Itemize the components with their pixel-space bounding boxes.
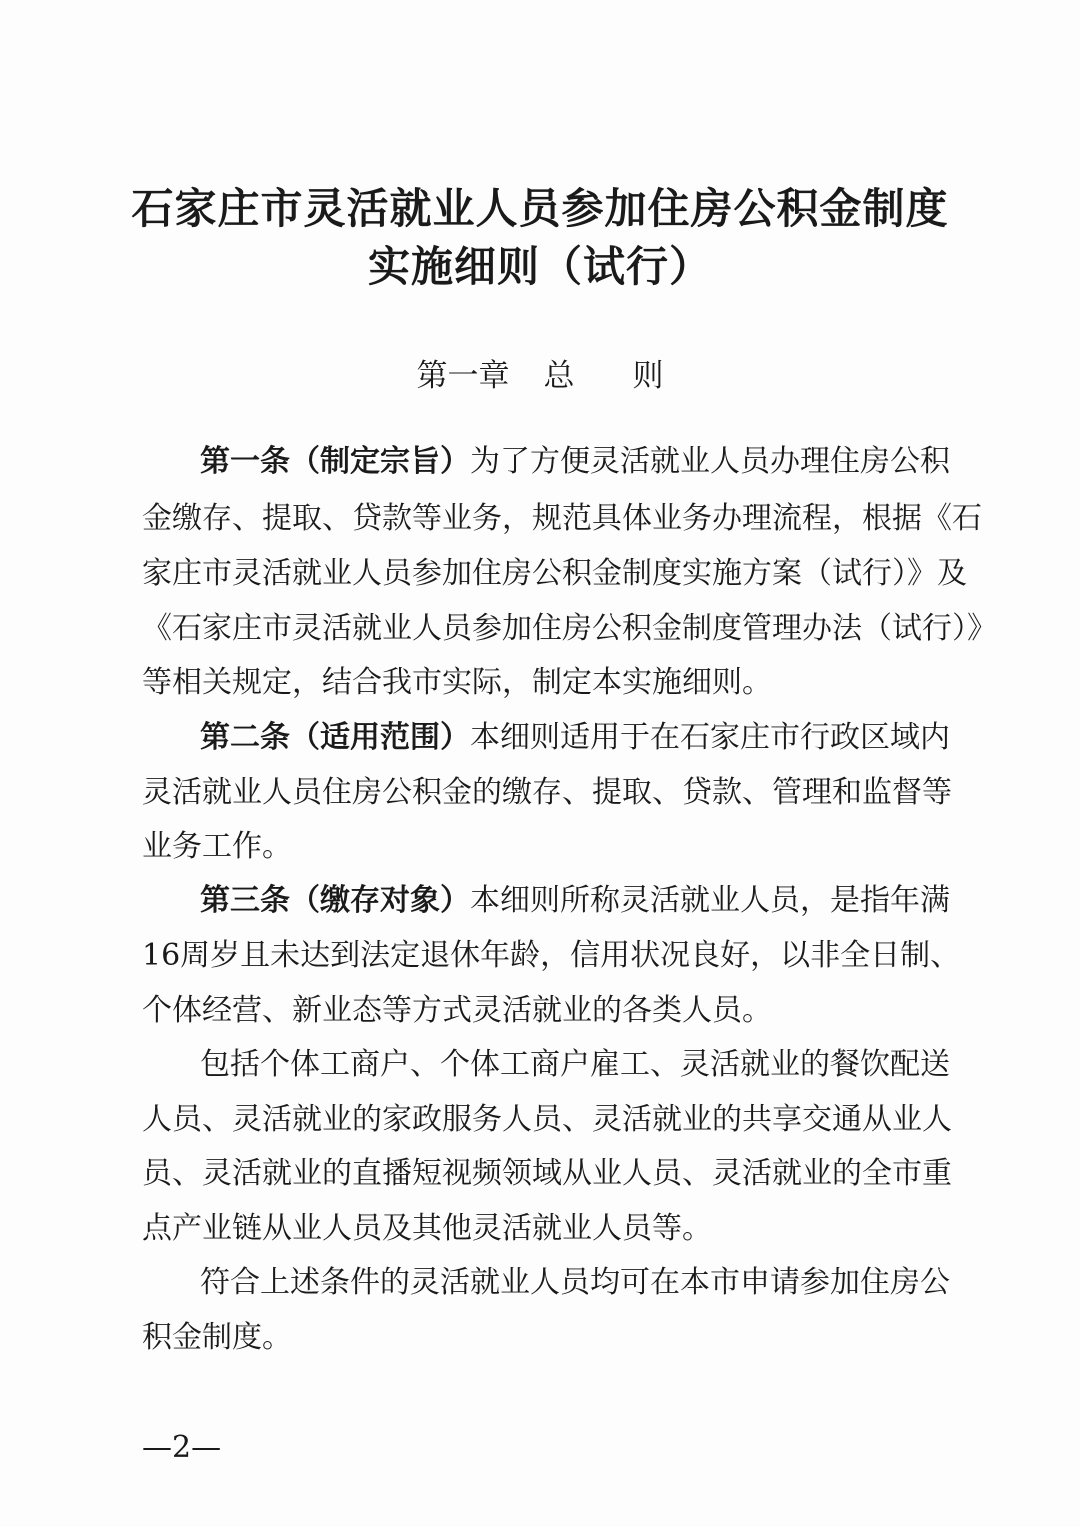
includes-line-3: 员、灵活就业的直播短视频领域从业人员、灵活就业的全市重	[142, 1156, 952, 1191]
article-2-line-3: 业务工作。	[142, 829, 292, 864]
article-2-line-2: 灵活就业人员住房公积金的缴存、提取、贷款、管理和监督等	[142, 775, 952, 810]
includes-line-1: 包括个体工商户、个体工商户雇工、灵活就业的餐饮配送	[200, 1047, 950, 1082]
article-1-line-5: 等相关规定，结合我市实际，制定本实施细则。	[142, 665, 772, 700]
article-3-line-3: 个体经营、新业态等方式灵活就业的各类人员。	[142, 993, 772, 1028]
article-2-heading: 第二条（适用范围）	[200, 720, 470, 755]
article-3-text-1: 本细则所称灵活就业人员，是指年满	[470, 883, 950, 918]
article-1-line-2: 金缴存、提取、贷款等业务，规范具体业务办理流程，根据《石	[142, 501, 982, 536]
article-1-text-1: 为了方便灵活就业人员办理住房公积	[470, 444, 950, 479]
article-3-heading: 第三条（缴存对象）	[200, 883, 470, 918]
chapter-word-2: 则	[632, 358, 664, 394]
chapter-number: 第一章	[416, 358, 510, 394]
eligible-line-2: 积金制度。	[142, 1320, 292, 1355]
article-1-line-4: 《石家庄市灵活就业人员参加住房公积金制度管理办法（试行）》	[142, 611, 997, 646]
document-title-line-1: 石家庄市灵活就业人员参加住房公积金制度	[131, 184, 949, 233]
document-title-line-2: 实施细则（试行）	[367, 242, 712, 291]
includes-line-4: 点产业链从业人员及其他灵活就业人员等。	[142, 1211, 712, 1246]
includes-line-2: 人员、灵活就业的家政服务人员、灵活就业的共享交通从业人	[142, 1102, 952, 1137]
article-1-heading: 第一条（制定宗旨）	[200, 444, 470, 479]
article-2-line-1	[200, 712, 950, 756]
page-number: —2—	[142, 1430, 222, 1465]
article-3-line-1	[200, 875, 950, 919]
chapter-heading	[0, 350, 1080, 395]
article-3-line-2: 16周岁且未达到法定退休年龄，信用状况良好，以非全日制、	[142, 938, 961, 973]
article-1-line-1	[200, 436, 950, 480]
eligible-line-1: 符合上述条件的灵活就业人员均可在本市申请参加住房公	[200, 1265, 950, 1300]
chapter-word-1: 总	[543, 358, 575, 394]
article-1-line-3: 家庄市灵活就业人员参加住房公积金制度实施方案（试行）》及	[142, 556, 967, 591]
article-2-text-1: 本细则适用于在石家庄市行政区域内	[470, 720, 950, 755]
